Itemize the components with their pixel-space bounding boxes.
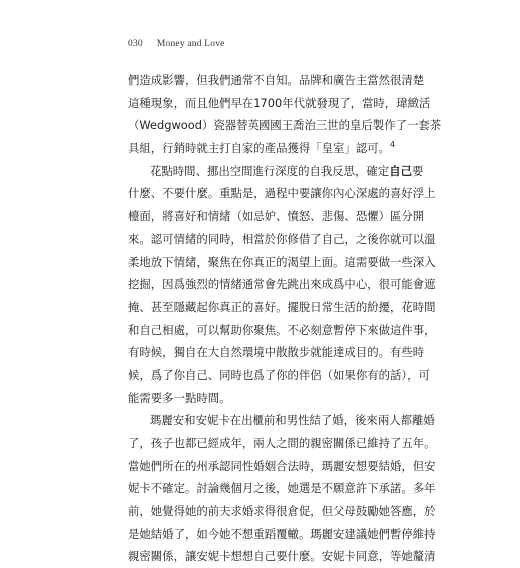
- text-line: 什麼、不要什麼。重點是，過程中要讓你內心深處的喜好浮上: [128, 186, 436, 201]
- emphasis-text: 自己: [389, 163, 413, 178]
- text-line-content: 花點時間、挪出空間進行深度的自我反思，確定: [150, 163, 390, 178]
- text-line: 當她們所在的州承認同性婚姻合法時，瑪麗安想要結婚，但安: [128, 458, 436, 473]
- text-line: 來。認可情緒的同時，相當於你修借了自己，之後你就可以溫: [128, 231, 436, 246]
- text-line: [128, 160, 424, 183]
- text-line: 們造成影響，但我們通常不自知。品牌和廣告主當然很清楚: [128, 73, 425, 87]
- text-line-content: 要: [412, 163, 424, 178]
- footnote-marker: 4: [390, 140, 396, 150]
- text-line: 能需要多一點時間。: [128, 390, 231, 405]
- page-number: 030: [128, 39, 143, 49]
- text-line: （Wedgwood）瓷器替英國國王喬治三世的皇后製作了一套茶: [128, 118, 442, 133]
- text-line: 前，她覺得她的前夫求婚求得很倉促，但父母鼓勵她答應，於: [128, 504, 436, 519]
- text-line: 柔地放下情緒，聚焦在你真正的渴望上面。這需要做一些深入: [128, 254, 436, 269]
- running-header: [128, 39, 225, 49]
- text-line: 掩、甚至隱藏起你真正的喜好。擺脫日常生活的紛擾，花時間: [128, 299, 436, 314]
- book-title: Money and Love: [156, 39, 225, 49]
- text-line-content: 具組，行銷時就主打自家的產品獲得「皇室」認可。: [128, 141, 390, 156]
- text-line: 檯面，將喜好和情緒（如忌妒、憤怒、悲傷、恐懼）區分開: [128, 209, 425, 224]
- text-line: 有時候，獨自在大自然環境中散散步就能達成目的。有些時: [128, 345, 425, 360]
- text-line: 了，孩子也都已經成年，兩人之間的親密關係已維持了五年。: [128, 436, 436, 450]
- text-line: 候，爲了你自己、同時也爲了你的伴侶（如果你有的話），可: [128, 367, 430, 382]
- text-line: 是她結婚了，如今她不想重蹈覆轍。瑪麗安建議她們暫停維持: [128, 526, 436, 541]
- text-line: 挖掘，因爲強烈的情緒通常會先跳出來成爲中心，很可能會遮: [128, 277, 436, 292]
- text-line: 親密關係，讓安妮卡想想自己要什麼。安妮卡同意，等她釐清: [128, 549, 436, 564]
- body-text: [128, 69, 442, 568]
- text-line: 妮卡不確定。討論幾個月之後，她選是不願意許下承諾。多年: [128, 481, 436, 496]
- text-line: [128, 137, 396, 160]
- text-line: 瑪麗安和安妮卡在出櫃前和男性結了婚，後來兩人都離婚: [150, 413, 435, 428]
- text-line: 和自己相處，可以幫助你聚焦。不必刻意暫停下來做這件事，: [128, 322, 436, 337]
- text-line: 這種現象，而且他們早在1700年代就發現了，當時，瑋緻活: [128, 95, 431, 110]
